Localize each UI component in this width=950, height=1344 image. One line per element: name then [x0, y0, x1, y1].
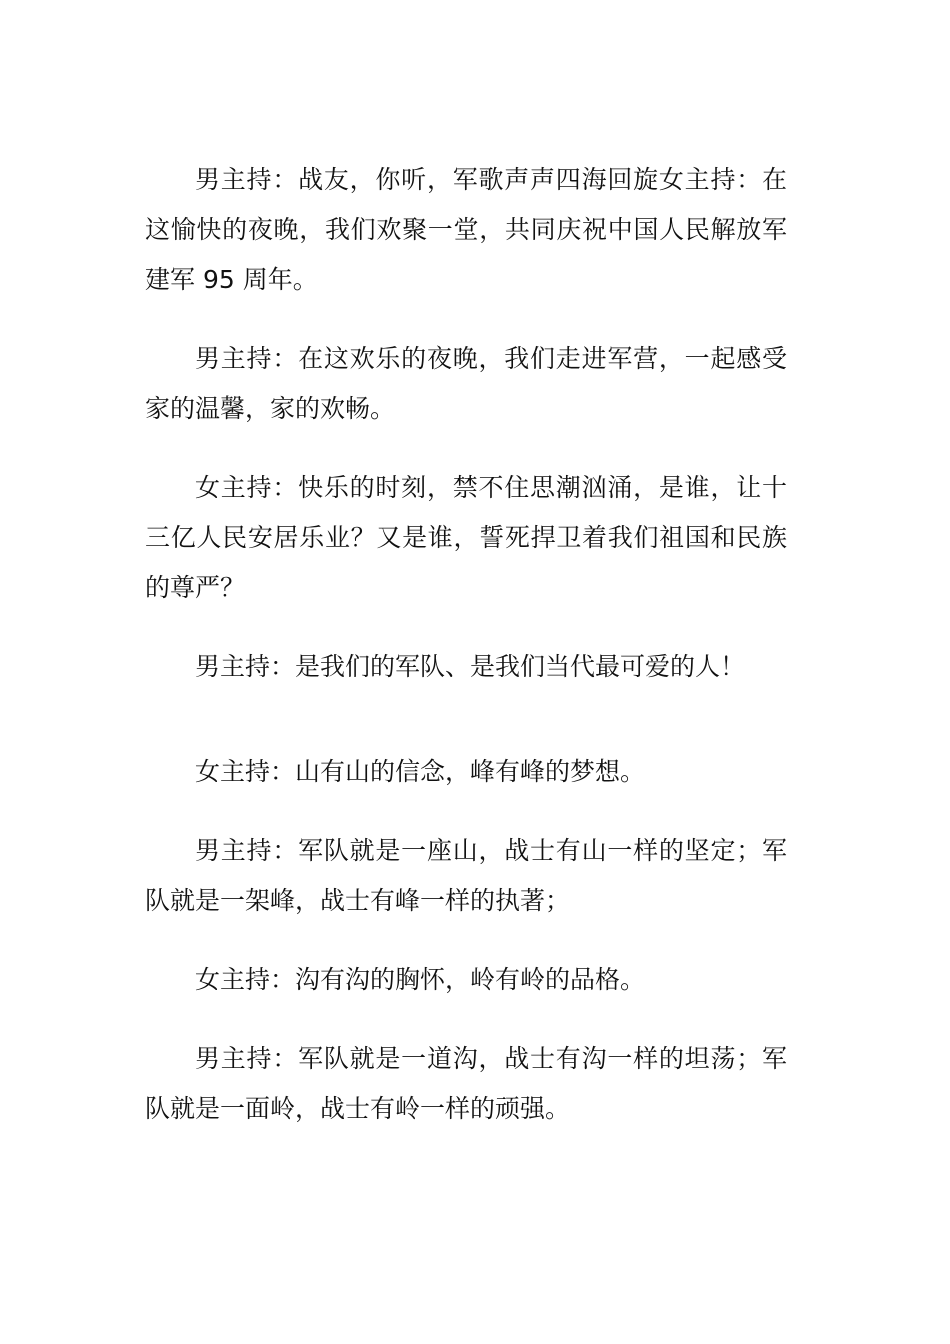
paragraph-6: 男主持：军队就是一座山，战士有山一样的坚定；军队就是一架峰，战士有峰一样的执著；	[145, 836, 787, 915]
paragraph-8: 男主持：军队就是一道沟，战士有沟一样的坦荡；军队就是一面岭，战士有岭一样的顽强。	[145, 1044, 787, 1123]
paragraph-5: 女主持：山有山的信念，峰有峰的梦想。	[195, 757, 646, 786]
paragraph-7: 女主持：沟有沟的胸怀，岭有岭的品格。	[195, 965, 646, 994]
paragraph-1: 男主持：战友，你听，军歌声声四海回旋女主持：在这愉快的夜晚，我们欢聚一堂，共同庆祝中国人民解放军建军 95 周年。	[145, 165, 787, 294]
paragraph-4: 男主持：是我们的军队、是我们当代最可爱的人！	[195, 652, 746, 681]
document-body	[145, 155, 787, 1163]
paragraph-2: 男主持：在这欢乐的夜晚，我们走进军营，一起感受家的温馨，家的欢畅。	[145, 344, 787, 423]
paragraph-3: 女主持：快乐的时刻，禁不住思潮汹涌，是谁，让十三亿人民安居乐业？又是谁，誓死捍卫着我们祖国和民族的尊严？	[145, 473, 787, 602]
